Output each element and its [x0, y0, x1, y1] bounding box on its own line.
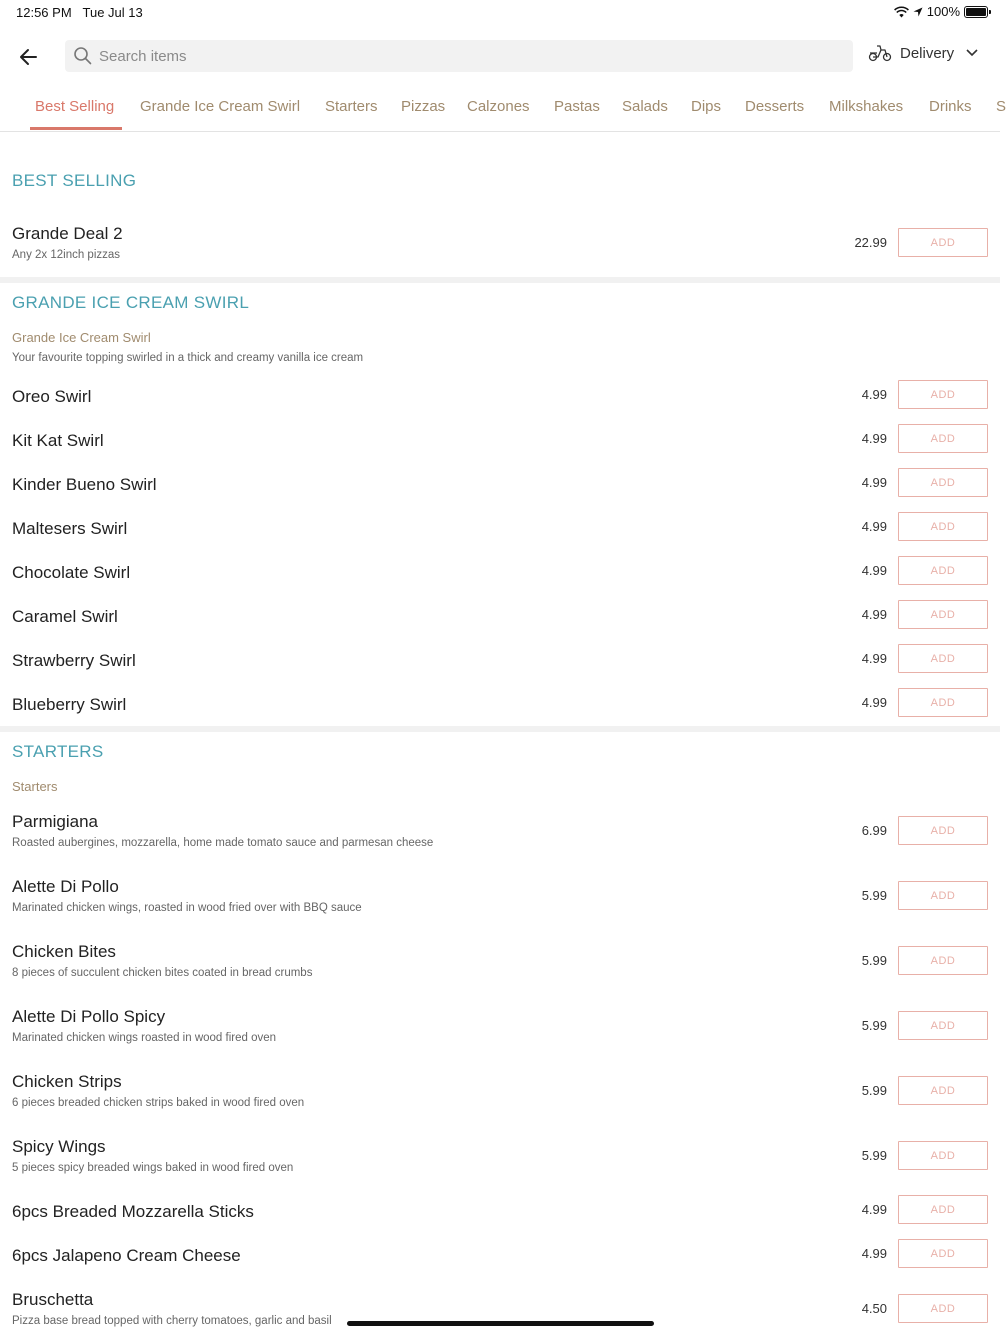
item-name: Oreo Swirl: [12, 387, 92, 406]
item-name: Chicken Strips: [12, 1072, 122, 1091]
item-name: Strawberry Swirl: [12, 651, 136, 670]
item-desc: 8 pieces of succulent chicken bites coated in bread crumbs: [12, 967, 313, 979]
battery-percent: 100%: [926, 4, 960, 19]
item-price: 4.99: [861, 387, 887, 402]
item-desc: Pizza base bread topped with cherry tomatoes, garlic and basil: [12, 1315, 332, 1327]
tab-starters[interactable]: Starters: [325, 98, 378, 115]
add-button[interactable]: ADD: [898, 1195, 988, 1224]
add-button[interactable]: ADD: [898, 1076, 988, 1105]
item-name: Maltesers Swirl: [12, 519, 128, 538]
add-button[interactable]: ADD: [898, 380, 988, 409]
item-name: Spicy Wings: [12, 1137, 106, 1156]
tab-desserts[interactable]: Desserts: [745, 98, 805, 115]
date-text: Tue Jul 13: [82, 5, 143, 20]
add-button[interactable]: ADD: [898, 688, 988, 717]
item-desc: 6 pieces breaded chicken strips baked in wood fired oven: [12, 1097, 305, 1109]
section-header-best-selling: BEST SELLING: [12, 171, 137, 190]
item-desc: Marinated chicken wings, roasted in wood fried over with BBQ sauce: [12, 902, 362, 914]
tab-overflow[interactable]: S: [996, 98, 1006, 115]
item-price: 4.99: [861, 1202, 887, 1217]
status-time: [16, 5, 143, 20]
item-desc: Marinated chicken wings roasted in wood fired oven: [12, 1032, 277, 1044]
add-button[interactable]: ADD: [898, 946, 988, 975]
item-name: Blueberry Swirl: [12, 695, 127, 714]
item-name: 6pcs Breaded Mozzarella Sticks: [12, 1202, 254, 1221]
status-bar: [0, 0, 1000, 26]
subsection-desc: Your favourite topping swirled in a thick and creamy vanilla ice cream: [12, 352, 364, 364]
item-name: 6pcs Jalapeno Cream Cheese: [12, 1246, 241, 1265]
item-price: 4.99: [861, 651, 887, 666]
item-name: Caramel Swirl: [12, 607, 118, 626]
subsection-title: Grande Ice Cream Swirl: [12, 330, 151, 345]
tab-calzones[interactable]: Calzones: [467, 98, 530, 115]
item-price: 4.99: [861, 607, 887, 622]
item-name: Chicken Bites: [12, 942, 116, 961]
section-divider: [0, 726, 1000, 732]
battery-icon: [964, 6, 988, 18]
item-price: 5.99: [861, 1018, 887, 1033]
tab-pizzas[interactable]: Pizzas: [401, 98, 446, 115]
item-price: 5.99: [861, 953, 887, 968]
item-price: 4.99: [861, 563, 887, 578]
search-icon: [73, 46, 93, 66]
item-price: 4.99: [861, 1246, 887, 1261]
add-button[interactable]: ADD: [898, 424, 988, 453]
item-desc: Any 2x 12inch pizzas: [12, 249, 121, 261]
subsection-title: Starters: [12, 779, 58, 794]
item-price: 5.99: [861, 1083, 887, 1098]
home-indicator[interactable]: [347, 1321, 654, 1326]
item-price: 22.99: [854, 235, 887, 250]
item-price: 5.99: [861, 1148, 887, 1163]
scooter-icon: [868, 44, 892, 62]
item-price: 4.99: [861, 695, 887, 710]
item-name: Bruschetta: [12, 1290, 94, 1309]
top-bar: [0, 40, 1000, 72]
item-desc: 5 pieces spicy breaded wings baked in wood fired oven: [12, 1162, 294, 1174]
add-button[interactable]: ADD: [898, 881, 988, 910]
tab-salads[interactable]: Salads: [622, 98, 668, 115]
item-price: 4.99: [861, 519, 887, 534]
item-name: Kit Kat Swirl: [12, 431, 104, 450]
wifi-icon: [894, 6, 909, 18]
item-price: 5.99: [861, 888, 887, 903]
section-header-swirl: GRANDE ICE CREAM SWIRL: [12, 293, 250, 312]
add-button[interactable]: ADD: [898, 1141, 988, 1170]
tab-grande-ice-cream-swirl[interactable]: Grande Ice Cream Swirl: [140, 98, 301, 115]
add-button[interactable]: ADD: [898, 600, 988, 629]
add-button[interactable]: ADD: [898, 468, 988, 497]
add-button[interactable]: ADD: [898, 228, 988, 257]
tab-drinks[interactable]: Drinks: [929, 98, 972, 115]
item-desc: Roasted aubergines, mozzarella, home made tomato sauce and parmesan cheese: [12, 837, 434, 849]
item-price: 6.99: [861, 823, 887, 838]
search-input[interactable]: [99, 48, 839, 65]
item-name: Grande Deal 2: [12, 224, 123, 243]
chevron-down-icon: [966, 49, 978, 57]
add-button[interactable]: ADD: [898, 512, 988, 541]
add-button[interactable]: ADD: [898, 644, 988, 673]
location-icon: [913, 7, 923, 17]
section-divider: [0, 277, 1000, 283]
tab-milkshakes[interactable]: Milkshakes: [829, 98, 904, 115]
item-name: Parmigiana: [12, 812, 98, 831]
delivery-label: Delivery: [900, 44, 955, 62]
item-name: Alette Di Pollo Spicy: [12, 1007, 166, 1026]
search-box[interactable]: [65, 40, 853, 72]
item-price: 4.50: [861, 1301, 887, 1316]
item-name: Kinder Bueno Swirl: [12, 475, 157, 494]
item-name: Chocolate Swirl: [12, 563, 131, 582]
add-button[interactable]: ADD: [898, 1294, 988, 1323]
section-header-starters: STARTERS: [12, 742, 104, 761]
add-button[interactable]: ADD: [898, 1011, 988, 1040]
status-icons: [894, 4, 988, 19]
add-button[interactable]: ADD: [898, 816, 988, 845]
item-price: 4.99: [861, 431, 887, 446]
time-text: 12:56 PM: [16, 5, 72, 20]
back-arrow-icon[interactable]: [16, 44, 42, 70]
item-price: 4.99: [861, 475, 887, 490]
tab-best-selling[interactable]: Best Selling: [35, 98, 115, 115]
tab-pastas[interactable]: Pastas: [554, 98, 600, 115]
category-tabs: [0, 90, 1006, 132]
active-tab-indicator: [30, 127, 122, 130]
add-button[interactable]: ADD: [898, 556, 988, 585]
delivery-selector[interactable]: [868, 44, 978, 62]
tab-dips[interactable]: Dips: [691, 98, 722, 115]
add-button[interactable]: ADD: [898, 1239, 988, 1268]
item-name: Alette Di Pollo: [12, 877, 119, 896]
